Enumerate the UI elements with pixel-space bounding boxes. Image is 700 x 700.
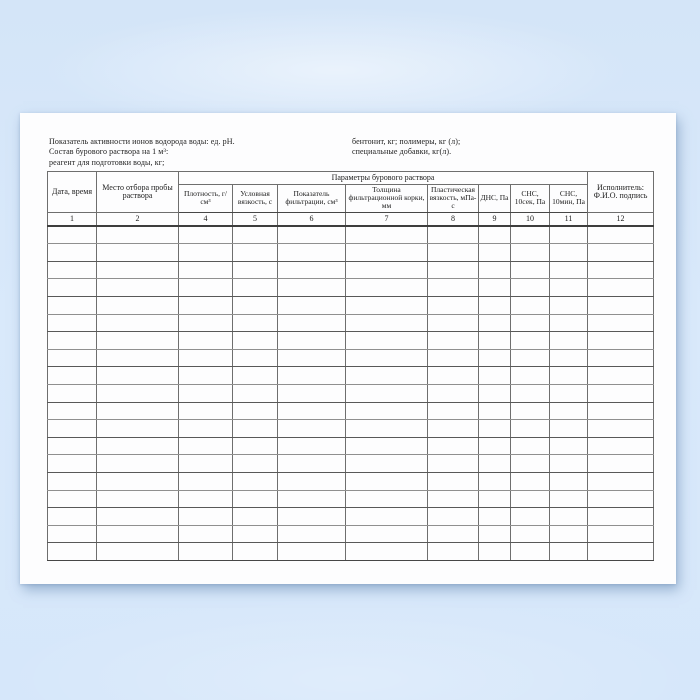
table-row [48, 279, 654, 297]
table-cell [48, 543, 97, 561]
header-row-span [48, 172, 654, 185]
table-cell [511, 437, 550, 455]
table-cell [346, 455, 428, 473]
table-cell [48, 367, 97, 385]
table-cell [588, 314, 654, 332]
table-cell [511, 402, 550, 420]
table-cell [479, 226, 511, 244]
table-cell [511, 543, 550, 561]
table-cell [511, 279, 550, 297]
table-cell [48, 296, 97, 314]
table-cell [48, 490, 97, 508]
table-cell [278, 402, 346, 420]
table-cell [97, 279, 179, 297]
table-cell [346, 437, 428, 455]
col-header-density: Плотность, г/см³ [179, 185, 233, 213]
table-cell [97, 525, 179, 543]
col-number: 8 [428, 212, 479, 226]
table-cell [550, 314, 588, 332]
table-cell [97, 244, 179, 262]
table-cell [428, 226, 479, 244]
table-cell [588, 490, 654, 508]
col-number: 4 [179, 212, 233, 226]
table-cell [550, 349, 588, 367]
table-cell [588, 261, 654, 279]
table-cell [479, 455, 511, 473]
table-cell [428, 349, 479, 367]
table-cell [550, 402, 588, 420]
table-cell [511, 490, 550, 508]
table-cell [48, 508, 97, 526]
table-cell [233, 402, 278, 420]
table-cell [278, 349, 346, 367]
table-cell [511, 384, 550, 402]
table-cell [588, 420, 654, 438]
table-cell [233, 244, 278, 262]
col-header-executor: Исполнитель: Ф.И.О. подпись [588, 172, 654, 213]
table-cell [346, 543, 428, 561]
table-cell [550, 525, 588, 543]
col-number: 9 [479, 212, 511, 226]
table-cell [479, 314, 511, 332]
table-header [48, 172, 654, 226]
table-cell [346, 279, 428, 297]
table-cell [428, 402, 479, 420]
table-cell [278, 226, 346, 244]
table-cell [428, 296, 479, 314]
table-cell [550, 226, 588, 244]
table-cell [550, 455, 588, 473]
table-cell [479, 261, 511, 279]
table-cell [428, 490, 479, 508]
table-cell [97, 384, 179, 402]
table-cell [179, 437, 233, 455]
table-cell [428, 367, 479, 385]
table-row [48, 402, 654, 420]
table-cell [179, 455, 233, 473]
table-cell [48, 332, 97, 350]
table-cell [278, 384, 346, 402]
table-cell [97, 261, 179, 279]
table-cell [428, 314, 479, 332]
table-row [48, 472, 654, 490]
table-cell [588, 525, 654, 543]
table-cell [97, 296, 179, 314]
table-cell [97, 508, 179, 526]
table-cell [346, 314, 428, 332]
table-cell [550, 332, 588, 350]
table-cell [511, 314, 550, 332]
table-cell [179, 420, 233, 438]
table-cell [278, 279, 346, 297]
table-cell [588, 455, 654, 473]
table-cell [278, 314, 346, 332]
col-number: 10 [511, 212, 550, 226]
table-cell [233, 472, 278, 490]
table-cell [233, 349, 278, 367]
col-header-dns: ДНС, Па [479, 185, 511, 213]
table-cell [428, 525, 479, 543]
table-cell [479, 525, 511, 543]
table-cell [511, 261, 550, 279]
table-cell [233, 508, 278, 526]
col-number: 2 [97, 212, 179, 226]
table-cell [48, 455, 97, 473]
table-cell [97, 402, 179, 420]
col-header-filtration-index: Показатель фильтрации, см³ [278, 185, 346, 213]
table-cell [550, 384, 588, 402]
table-cell [179, 472, 233, 490]
table-cell [550, 279, 588, 297]
table-cell [479, 244, 511, 262]
table-cell [179, 402, 233, 420]
table-cell [588, 226, 654, 244]
table-cell [588, 402, 654, 420]
table-cell [550, 420, 588, 438]
note-line: Состав бурового раствора на 1 м³: [49, 147, 169, 157]
note-line: реагент для подготовки воды, кг; [49, 157, 165, 167]
table-cell [179, 226, 233, 244]
table-cell [511, 367, 550, 385]
table-cell [550, 472, 588, 490]
table-row [48, 261, 654, 279]
table-cell [550, 296, 588, 314]
note-line: бентонит, кг; полимеры, кг (л); [352, 137, 461, 146]
table-cell [550, 367, 588, 385]
table-cell [511, 472, 550, 490]
table-cell [588, 296, 654, 314]
col-header-plastic-viscosity: Пластическая вязкость, мПа-с [428, 185, 479, 213]
table-body [48, 226, 654, 561]
col-header-sns-10min: СНС, 10мин, Па [550, 185, 588, 213]
table-cell [588, 437, 654, 455]
table-cell [428, 279, 479, 297]
col-header-sns-10sec: СНС, 10сек, Па [511, 185, 550, 213]
table-cell [479, 543, 511, 561]
col-number: 6 [278, 212, 346, 226]
table-cell [511, 296, 550, 314]
table-cell [511, 420, 550, 438]
table-cell [346, 296, 428, 314]
table-cell [511, 525, 550, 543]
table-row [48, 490, 654, 508]
col-number: 5 [233, 212, 278, 226]
table-cell [97, 367, 179, 385]
table-cell [428, 472, 479, 490]
table-cell [233, 367, 278, 385]
table-cell [278, 332, 346, 350]
table-cell [588, 508, 654, 526]
table-cell [346, 402, 428, 420]
table-row [48, 508, 654, 526]
table-cell [179, 332, 233, 350]
table-cell [278, 296, 346, 314]
table-cell [97, 420, 179, 438]
col-header-funnel-viscosity: Условная вязкость, с [233, 185, 278, 213]
table-cell [588, 472, 654, 490]
table-cell [278, 455, 346, 473]
table-cell [278, 244, 346, 262]
table-cell [97, 490, 179, 508]
table-cell [479, 296, 511, 314]
mud-parameters-table [47, 171, 654, 561]
table-cell [346, 226, 428, 244]
table-cell [428, 437, 479, 455]
table-cell [179, 490, 233, 508]
table-cell [346, 490, 428, 508]
table-row [48, 525, 654, 543]
table-cell [233, 420, 278, 438]
table-cell [278, 367, 346, 385]
table-cell [97, 437, 179, 455]
table-cell [233, 314, 278, 332]
table-cell [233, 455, 278, 473]
table-cell [428, 384, 479, 402]
table-cell [479, 490, 511, 508]
table-cell [278, 437, 346, 455]
col-number: 11 [550, 212, 588, 226]
table-cell [588, 244, 654, 262]
table-cell [179, 296, 233, 314]
table-cell [233, 226, 278, 244]
table-cell [278, 472, 346, 490]
table-cell [511, 226, 550, 244]
table-cell [346, 367, 428, 385]
table-row [48, 455, 654, 473]
header-row-numbers [48, 212, 654, 226]
col-number: 1 [48, 212, 97, 226]
mud-parameters-table-wrap [47, 171, 653, 561]
table-row [48, 437, 654, 455]
table-cell [97, 349, 179, 367]
table-cell [233, 543, 278, 561]
col-header-sampling-place: Место отбора пробы раствора [97, 172, 179, 213]
table-cell [278, 261, 346, 279]
table-cell [48, 384, 97, 402]
table-cell [428, 244, 479, 262]
table-cell [550, 490, 588, 508]
table-cell [479, 508, 511, 526]
table-cell [179, 261, 233, 279]
table-row [48, 314, 654, 332]
table-cell [346, 525, 428, 543]
table-cell [179, 314, 233, 332]
table-cell [550, 543, 588, 561]
notes-left-block [49, 137, 235, 168]
table-row [48, 296, 654, 314]
table-cell [479, 367, 511, 385]
table-cell [479, 472, 511, 490]
table-cell [550, 508, 588, 526]
table-cell [479, 279, 511, 297]
table-cell [233, 384, 278, 402]
table-cell [48, 472, 97, 490]
table-row [48, 349, 654, 367]
table-cell [97, 332, 179, 350]
table-cell [233, 490, 278, 508]
table-cell [550, 437, 588, 455]
table-cell [179, 525, 233, 543]
table-cell [511, 455, 550, 473]
table-cell [233, 261, 278, 279]
table-row [48, 226, 654, 244]
table-cell [588, 279, 654, 297]
table-cell [233, 525, 278, 543]
table-cell [479, 402, 511, 420]
table-cell [97, 455, 179, 473]
table-cell [179, 384, 233, 402]
table-cell [346, 332, 428, 350]
table-cell [48, 244, 97, 262]
note-line: Показатель активности ионов водорода воды: ед. pH. [49, 137, 235, 146]
table-cell [479, 349, 511, 367]
table-cell [511, 349, 550, 367]
table-cell [479, 332, 511, 350]
table-cell [346, 508, 428, 526]
col-number: 7 [346, 212, 428, 226]
table-cell [346, 420, 428, 438]
table-cell [428, 543, 479, 561]
table-cell [511, 508, 550, 526]
table-cell [588, 367, 654, 385]
table-cell [428, 508, 479, 526]
col-header-date-time: Дата, время [48, 172, 97, 213]
table-cell [233, 279, 278, 297]
table-cell [346, 244, 428, 262]
table-row [48, 543, 654, 561]
table-cell [48, 261, 97, 279]
table-row [48, 367, 654, 385]
table-cell [48, 420, 97, 438]
table-cell [48, 226, 97, 244]
table-cell [179, 367, 233, 385]
note-line: специальные добавки, кг(л). [352, 147, 452, 157]
table-cell [588, 332, 654, 350]
table-cell [278, 508, 346, 526]
table-cell [479, 437, 511, 455]
table-cell [278, 525, 346, 543]
table-cell [97, 314, 179, 332]
table-cell [278, 420, 346, 438]
table-cell [479, 420, 511, 438]
table-cell [233, 332, 278, 350]
table-cell [346, 472, 428, 490]
col-header-cake-thickness: Толщина фильтрационной корки, мм [346, 185, 428, 213]
span-header-mud-parameters: Параметры бурового раствора [179, 172, 588, 185]
table-row [48, 420, 654, 438]
table-cell [48, 279, 97, 297]
table-cell [278, 490, 346, 508]
table-cell [48, 314, 97, 332]
table-cell [97, 543, 179, 561]
table-cell [550, 244, 588, 262]
table-cell [588, 543, 654, 561]
table-cell [179, 349, 233, 367]
table-cell [428, 332, 479, 350]
table-cell [511, 244, 550, 262]
table-cell [346, 261, 428, 279]
table-cell [479, 384, 511, 402]
col-number: 12 [588, 212, 654, 226]
table-cell [179, 508, 233, 526]
table-cell [179, 279, 233, 297]
table-cell [346, 349, 428, 367]
table-cell [179, 244, 233, 262]
table-cell [48, 349, 97, 367]
table-cell [97, 226, 179, 244]
table-cell [588, 349, 654, 367]
table-cell [511, 332, 550, 350]
table-cell [550, 261, 588, 279]
table-cell [179, 543, 233, 561]
table-row [48, 384, 654, 402]
table-row [48, 244, 654, 262]
table-cell [588, 384, 654, 402]
table-row [48, 332, 654, 350]
table-cell [428, 261, 479, 279]
table-cell [233, 296, 278, 314]
table-cell [278, 543, 346, 561]
notes-right-block [352, 137, 460, 158]
table-cell [48, 437, 97, 455]
table-cell [48, 402, 97, 420]
table-cell [97, 472, 179, 490]
table-cell [428, 420, 479, 438]
table-cell [428, 455, 479, 473]
table-cell [346, 384, 428, 402]
journal-page [20, 113, 676, 584]
table-cell [233, 437, 278, 455]
table-cell [48, 525, 97, 543]
